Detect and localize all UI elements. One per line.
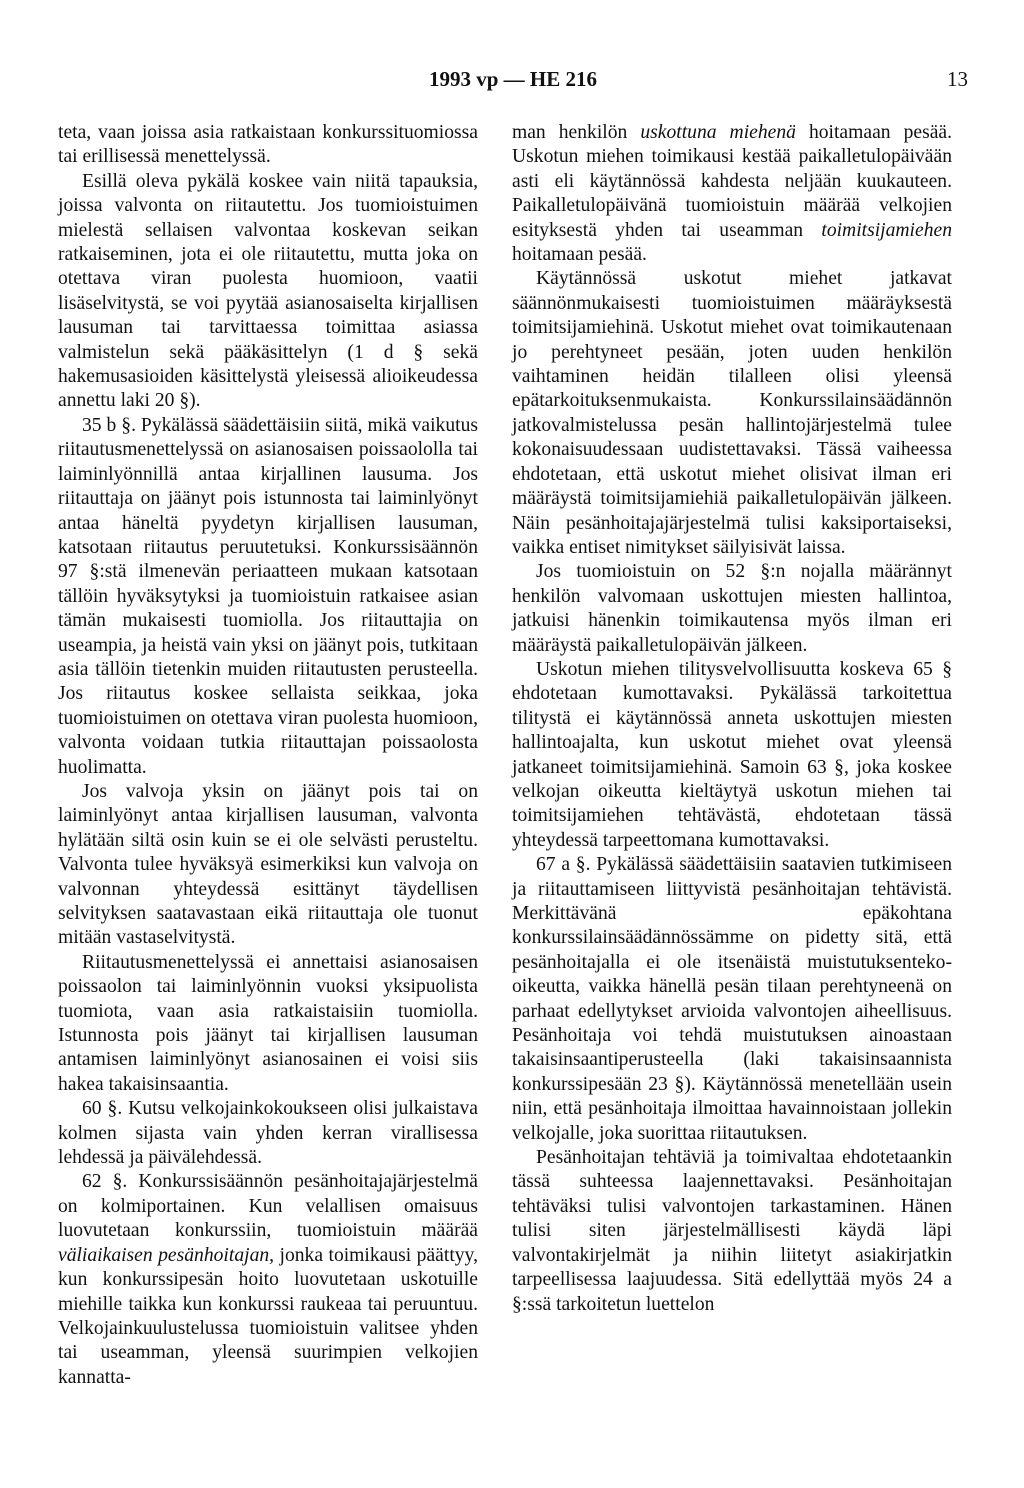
paragraph: Uskotun miehen tilitysvelvollisuutta koskeva 65 § ehdotetaan kumottavaksi. Pykälässä tarkoitettua tilitystä ei käytännössä anneta uskottujen miesten hallintoajalta, kun uskotut miehet ovat yleensä jatkaneet toimitsijamiehinä. Samoin 63 §, joka koskee velkojan oikeutta kieltäytyä uskotun miehen tai toimitsijamiehen tehtävästä, ehdotetaan tässä yhteydessä tarpeettomana kumottavaksi. [512, 658, 952, 851]
paragraph-section-35b: 35 b §. Pykälässä säädettäisiin siitä, mikä vaikutus riitautusmenettelyssä on asianosaisen poissaololla tai laiminlyönnillä antaa kirjallinen lausuma. Jos riitauttaja on jäänyt pois istunnosta tai laiminlyönyt antaa häneltä pyydetyn kirjallisen lausuman, katsotaan riitautus peruutetuksi. Konkurssisäännön 97 §:stä ilmenevän periaatteen mukaan katsotaan tällöin hyväksytyksi ja tuomioistuin ratkaisee asian tämän mukaisesti tuomiolla. Jos riitauttajia on useampia, ja heistä vain yksi on jäänyt pois, tutkitaan asia tällöin tietenkin muiden riitautusten perusteella. Jos riitautus koskee sellaista seikkaa, joka tuomioistuimen on otettava viran puolesta huomioon, valvonta voidaan tutkia riitauttajan poissaolosta huolimatta. [58, 414, 478, 778]
paragraph-text: jonka toimikausi päättyy, kun konkurssipesän hoito luovutetaan uskotuille miehille taikka kun konkurssi raukeaa tai peruuntuu. Velkojainkuulustelussa tuomioistuin valitsee yhden tai useamman, yleensä suurimpien velkojien kannatta- [58, 1244, 478, 1388]
paragraph: Pesänhoitajan tehtäviä ja toimivaltaa ehdotetaankin tässä suhteessa laajennettavaksi. Pesänhoitajan tehtäväksi tulisi valvontojen tarkastaminen. Hänen tulisi siten järjestelmällisesti käydä läpi valvontakirjelmät ja niihin liitetyt asiakirjatkin tarpeellisessa laajuudessa. Sitä edellyttää myös 24 a §:ssä tarkoitetun luettelon [512, 1147, 952, 1315]
paragraph: Käytännössä uskotut miehet jatkavat säännönmukaisesti tuomioistuimen määräyksestä toimitsijamiehinä. Uskotut miehet ovat toimikautenaan jo perehtyneet pesään, joten uuden henkilön vaihtaminen heidän tilalleen olisi yleensä epätarkoituksenmukaista. Konkurssilainsäädännön jatkovalmistelussa pesän hallintojärjestelmä tulee kokonaisuudessaan uudistettavaksi. Tässä vaiheessa ehdotetaan, että uskotut miehet olisivat ilman eri määräystä toimitsijamiehiä paikalletulopäivän jälkeen. Näin pesänhoitajajärjestelmä tulisi kaksiportaiseksi, vaikka entiset nimitykset säilyisivät laissa. [512, 268, 952, 558]
paragraph-section-67a: 67 a §. Pykälässä säädettäisiin saatavien tutkimiseen ja riitauttamiseen liittyvistä pesänhoitajan tehtävistä. Merkittävänä epäkohtana konkurssilainsäädännössämme on pidetty sitä, että pesänhoitajalla ei ole itsenäistä muistutuksenteko-oikeutta, vaikka hänellä pesän tilaan perehtyneenä on parhaat edellytykset arvioida valvontojen aiheellisuus. Pesänhoitaja voi tehdä muistutuksen ainoastaan takaisinsaantiperusteella (laki takaisinsaannista konkurssipesään 23 §). Käytännössä menetellään usein niin, että pesänhoitaja ilmoittaa havainnoistaan jollekin velkojalle, joka suorittaa riitautuksen. [512, 854, 952, 1144]
paragraph-text: hoitamaan pesää. Uskotun miehen toimikausi kestää paikalletulopäivään asti eli käytännössä kahdesta neljään kuukauteen. Paikalletulopäivänä tuomioistuin määrää velkojien esityksestä yhden tai useamman [512, 122, 952, 241]
italic-term: toimitsijamiehen [821, 219, 952, 241]
page-header [58, 66, 968, 92]
paragraph [512, 121, 952, 267]
paragraph: Jos valvoja yksin on jäänyt pois tai on laiminlyönyt antaa kirjallisen lausuman, valvonta hylätään siltä osin kuin se ei ole selvästi perusteltu. Valvonta tulee hyväksyä esimerkiksi kun valvoja on valvonnan yhteydessä esittänyt täydellisen selvityksen saatavastaan eikä riitauttaja ole tuonut mitään vastaselvitystä. [58, 780, 478, 949]
italic-term: väliaikaisen pesänhoitajan, [58, 1244, 275, 1266]
paragraph-section-60: 60 §. Kutsu velkojainkokoukseen olisi julkaistava kolmen sijasta vain yhden kerran virallisessa lehdessä ja päivälehdessä. [58, 1098, 478, 1169]
right-column [512, 121, 952, 1317]
paragraph-text: 62 §. Konkurssisäännön pesänhoitajajärjestelmä on kolmiportainen. Kun velallisen omaisuus luovutetaan konkurssiin, tuomioistuin määrää [58, 1171, 478, 1242]
paragraph: Jos tuomioistuin on 52 §:n nojalla määrännyt henkilön valvomaan uskottujen miesten hallintoa, jatkuisi hänenkin toimikautensa myös ilman eri määräystä paikalletulopäivän jälkeen. [512, 561, 952, 656]
document-title: 1993 vp — HE 216 [428, 67, 598, 91]
italic-term: uskottuna miehenä [640, 122, 796, 143]
page-number: 13 [947, 67, 968, 91]
paragraph-section-62 [58, 1170, 478, 1390]
paragraph: Riitautusmenettelyssä ei annettaisi asianosaisen poissaolon tai laiminlyönnin vuoksi yksipuolista tuomiota, vaan asia ratkaistaisiin tuomiolla. Istunnosta pois jäänyt tai kirjallisen lausuman antamisen laiminlyönyt asianosainen ei voisi siis hakea takaisinsaantia. [58, 951, 478, 1095]
paragraph: Esillä oleva pykälä koskee vain niitä tapauksia, joissa valvonta on riitautettu. Jos tuomioistuimen mielestä sellaisen valvontaa koskevan seikan ratkaiseminen, jota ei ole riitautettu, mutta joka on otettava viran puolesta huomioon, vaatii lisäselvitystä, se voi pyytää asianosaiselta kirjallisen lausuman tai tarvittaessa toimittaa asiassa valmistelun sekä pääkäsittelyn (1 d § sekä hakemusasioiden käsittelystä yleisessä alioikeudessa annettu laki 20 §). [58, 170, 478, 412]
paragraph-text: man henkilön [512, 122, 641, 143]
paragraph: teta, vaan joissa asia ratkaistaan konkurssituomiossa tai erillisessä menettelyssä. [58, 122, 478, 168]
left-column [58, 121, 478, 1390]
paragraph-text: hoitamaan pesää. [512, 244, 647, 266]
